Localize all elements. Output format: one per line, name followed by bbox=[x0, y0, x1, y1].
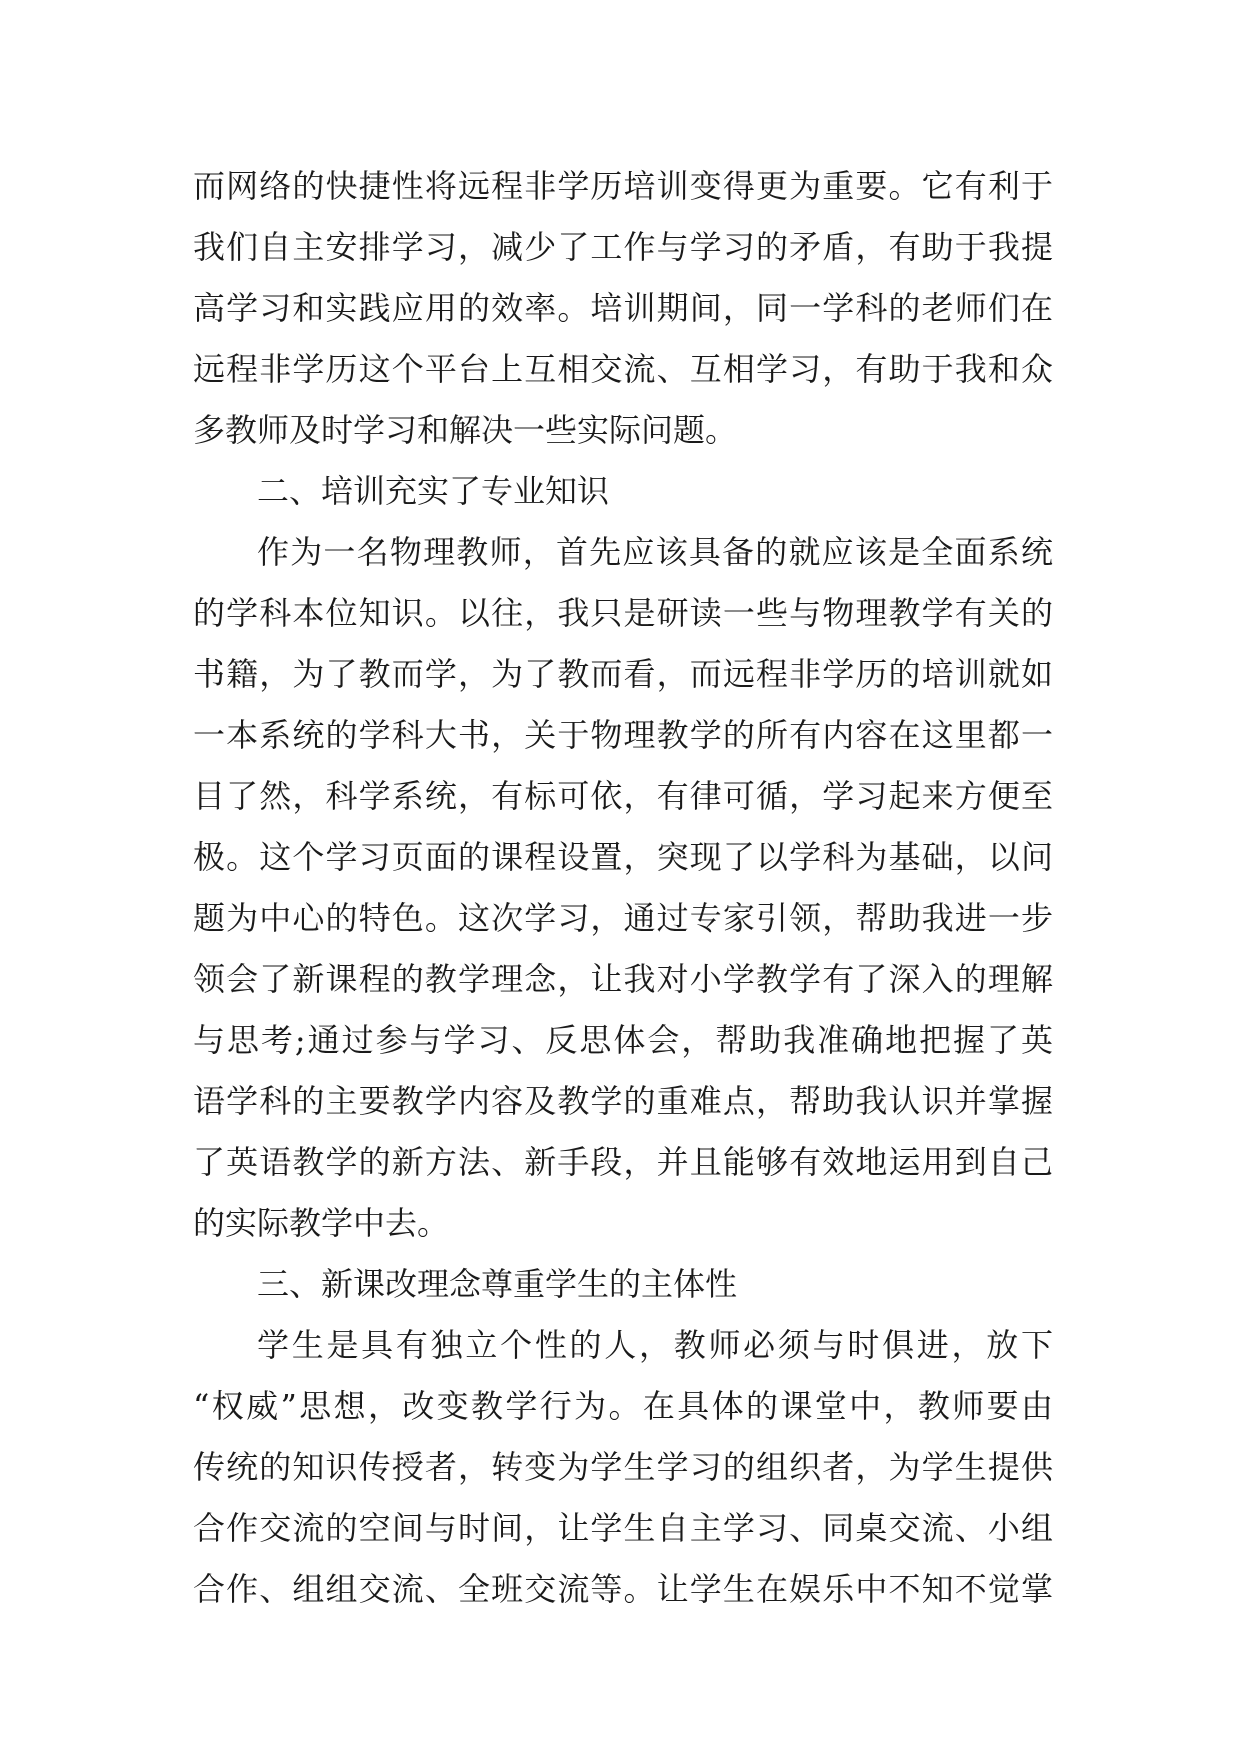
text-line: 语学科的主要教学内容及教学的重难点，帮助我认识并掌握 bbox=[193, 1082, 1053, 1120]
text-line: 而网络的快捷性将远程非学历培训变得更为重要。它有利于 bbox=[193, 167, 1053, 205]
text-line: 学生是具有独立个性的人，教师必须与时俱进，放下 bbox=[257, 1326, 1053, 1364]
text-line: 合作交流的空间与时间，让学生自主学习、同桌交流、小组 bbox=[193, 1509, 1053, 1547]
text-line: 传统的知识传授者，转变为学生学习的组织者，为学生提供 bbox=[193, 1448, 1053, 1486]
text-line: 的实际教学中去。 bbox=[193, 1204, 450, 1242]
text-line: 二、培训充实了专业知识 bbox=[257, 472, 610, 510]
text-line: 目了然，科学系统，有标可依，有律可循，学习起来方便至 bbox=[193, 777, 1053, 815]
text-line: 与思考;通过参与学习、反思体会，帮助我准确地把握了英 bbox=[193, 1021, 1053, 1059]
text-line: 高学习和实践应用的效率。培训期间，同一学科的老师们在 bbox=[193, 289, 1053, 327]
text-line: 极。这个学习页面的课程设置，突现了以学科为基础，以问 bbox=[193, 838, 1053, 876]
text-line: 作为一名物理教师，首先应该具备的就应该是全面系统 bbox=[257, 533, 1053, 571]
text-line: 的学科本位知识。以往，我只是研读一些与物理教学有关的 bbox=[193, 594, 1053, 632]
text-line: 合作、组组交流、全班交流等。让学生在娱乐中不知不觉掌 bbox=[193, 1570, 1053, 1608]
text-line: 一本系统的学科大书，关于物理教学的所有内容在这里都一 bbox=[193, 716, 1053, 754]
text-line: 三、新课改理念尊重学生的主体性 bbox=[257, 1265, 738, 1303]
text-line: 题为中心的特色。这次学习，通过专家引领，帮助我进一步 bbox=[193, 899, 1053, 937]
text-line: “权威”思想，改变教学行为。在具体的课堂中，教师要由 bbox=[193, 1387, 1053, 1425]
body-text bbox=[193, 156, 1053, 1620]
text-line: 书籍，为了教而学，为了教而看，而远程非学历的培训就如 bbox=[193, 655, 1053, 693]
text-line: 远程非学历这个平台上互相交流、互相学习，有助于我和众 bbox=[193, 350, 1053, 388]
text-line: 领会了新课程的教学理念，让我对小学教学有了深入的理解 bbox=[193, 960, 1053, 998]
text-line: 我们自主安排学习，减少了工作与学习的矛盾，有助于我提 bbox=[193, 228, 1053, 266]
text-line: 多教师及时学习和解决一些实际问题。 bbox=[193, 411, 738, 449]
text-line: 了英语教学的新方法、新手段，并且能够有效地运用到自己 bbox=[193, 1143, 1053, 1181]
